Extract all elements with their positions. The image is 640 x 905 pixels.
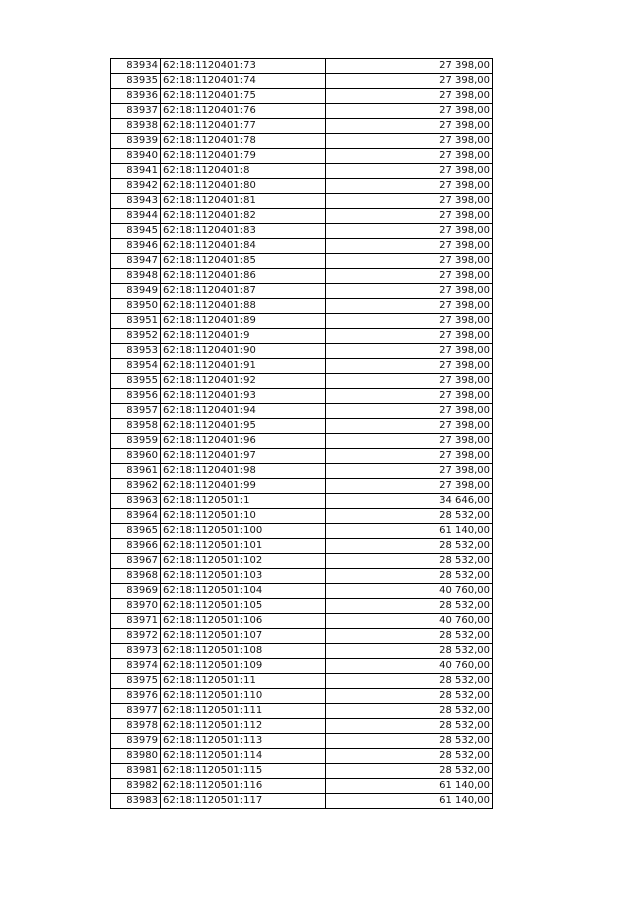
table-row (111, 164, 493, 179)
row-id-cell: 83956 (111, 389, 161, 404)
row-id-cell: 83971 (111, 614, 161, 629)
value-cell: 27 398,00 (326, 254, 493, 269)
table-row (111, 584, 493, 599)
row-id-cell: 83962 (111, 479, 161, 494)
cadastral-number-cell: 62:18:1120501:108 (161, 644, 326, 659)
table-row (111, 704, 493, 719)
cadastral-number-cell: 62:18:1120401:82 (161, 209, 326, 224)
row-id-cell: 83970 (111, 599, 161, 614)
row-id-cell: 83935 (111, 74, 161, 89)
value-cell: 27 398,00 (326, 329, 493, 344)
cadastral-number-cell: 62:18:1120401:89 (161, 314, 326, 329)
value-cell: 61 140,00 (326, 524, 493, 539)
cadastral-number-cell: 62:18:1120501:116 (161, 779, 326, 794)
row-id-cell: 83940 (111, 149, 161, 164)
table-row (111, 689, 493, 704)
table-row (111, 329, 493, 344)
row-id-cell: 83958 (111, 419, 161, 434)
value-cell: 28 532,00 (326, 749, 493, 764)
cadastral-number-cell: 62:18:1120401:93 (161, 389, 326, 404)
row-id-cell: 83965 (111, 524, 161, 539)
value-cell: 40 760,00 (326, 584, 493, 599)
value-cell: 28 532,00 (326, 644, 493, 659)
value-cell: 27 398,00 (326, 89, 493, 104)
cadastral-number-cell: 62:18:1120501:110 (161, 689, 326, 704)
value-cell: 40 760,00 (326, 614, 493, 629)
row-id-cell: 83941 (111, 164, 161, 179)
row-id-cell: 83939 (111, 134, 161, 149)
value-cell: 27 398,00 (326, 344, 493, 359)
value-cell: 28 532,00 (326, 689, 493, 704)
value-cell: 27 398,00 (326, 104, 493, 119)
row-id-cell: 83946 (111, 239, 161, 254)
table-row (111, 719, 493, 734)
row-id-cell: 83963 (111, 494, 161, 509)
cadastral-number-cell: 62:18:1120501:112 (161, 719, 326, 734)
cadastral-number-cell: 62:18:1120501:111 (161, 704, 326, 719)
row-id-cell: 83948 (111, 269, 161, 284)
row-id-cell: 83959 (111, 434, 161, 449)
row-id-cell: 83943 (111, 194, 161, 209)
table-row (111, 434, 493, 449)
table-row (111, 374, 493, 389)
table-row (111, 389, 493, 404)
cadastral-number-cell: 62:18:1120501:106 (161, 614, 326, 629)
value-cell: 61 140,00 (326, 779, 493, 794)
cadastral-number-cell: 62:18:1120501:117 (161, 794, 326, 809)
cadastral-number-cell: 62:18:1120401:73 (161, 59, 326, 74)
row-id-cell: 83983 (111, 794, 161, 809)
value-cell: 28 532,00 (326, 554, 493, 569)
cadastral-number-cell: 62:18:1120401:81 (161, 194, 326, 209)
cadastral-number-cell: 62:18:1120501:11 (161, 674, 326, 689)
value-cell: 27 398,00 (326, 74, 493, 89)
row-id-cell: 83982 (111, 779, 161, 794)
cadastral-number-cell: 62:18:1120401:96 (161, 434, 326, 449)
value-cell: 27 398,00 (326, 149, 493, 164)
row-id-cell: 83953 (111, 344, 161, 359)
table-row (111, 644, 493, 659)
cadastral-number-cell: 62:18:1120401:74 (161, 74, 326, 89)
row-id-cell: 83964 (111, 509, 161, 524)
cadastral-number-cell: 62:18:1120401:78 (161, 134, 326, 149)
row-id-cell: 83967 (111, 554, 161, 569)
value-cell: 27 398,00 (326, 224, 493, 239)
row-id-cell: 83975 (111, 674, 161, 689)
row-id-cell: 83944 (111, 209, 161, 224)
value-cell: 27 398,00 (326, 194, 493, 209)
table-row (111, 794, 493, 809)
cadastral-number-cell: 62:18:1120501:114 (161, 749, 326, 764)
cadastral-number-cell: 62:18:1120401:8 (161, 164, 326, 179)
row-id-cell: 83949 (111, 284, 161, 299)
cadastral-number-cell: 62:18:1120401:87 (161, 284, 326, 299)
table-row (111, 239, 493, 254)
cadastral-number-cell: 62:18:1120501:105 (161, 599, 326, 614)
value-cell: 27 398,00 (326, 464, 493, 479)
value-cell: 28 532,00 (326, 629, 493, 644)
row-id-cell: 83976 (111, 689, 161, 704)
cadastral-number-cell: 62:18:1120401:84 (161, 239, 326, 254)
table-row (111, 209, 493, 224)
cadastral-number-cell: 62:18:1120501:109 (161, 659, 326, 674)
value-cell: 28 532,00 (326, 569, 493, 584)
table-row (111, 194, 493, 209)
value-cell: 27 398,00 (326, 164, 493, 179)
cadastral-number-cell: 62:18:1120501:100 (161, 524, 326, 539)
table-body (111, 59, 493, 809)
table-row (111, 599, 493, 614)
cadastral-number-cell: 62:18:1120401:79 (161, 149, 326, 164)
table-row (111, 134, 493, 149)
value-cell: 27 398,00 (326, 374, 493, 389)
value-cell: 27 398,00 (326, 299, 493, 314)
cadastral-number-cell: 62:18:1120501:101 (161, 539, 326, 554)
cadastral-number-cell: 62:18:1120501:103 (161, 569, 326, 584)
cadastral-number-cell: 62:18:1120401:99 (161, 479, 326, 494)
table-row (111, 764, 493, 779)
row-id-cell: 83960 (111, 449, 161, 464)
table-row (111, 449, 493, 464)
row-id-cell: 83938 (111, 119, 161, 134)
table-row (111, 614, 493, 629)
row-id-cell: 83952 (111, 329, 161, 344)
table-row (111, 659, 493, 674)
value-cell: 28 532,00 (326, 704, 493, 719)
table-row (111, 464, 493, 479)
cadastral-number-cell: 62:18:1120401:83 (161, 224, 326, 239)
value-cell: 27 398,00 (326, 134, 493, 149)
table-row (111, 569, 493, 584)
value-cell: 28 532,00 (326, 599, 493, 614)
cadastral-value-table (110, 58, 493, 809)
cadastral-number-cell: 62:18:1120401:91 (161, 359, 326, 374)
table-row (111, 269, 493, 284)
table-row (111, 104, 493, 119)
value-cell: 28 532,00 (326, 764, 493, 779)
cadastral-number-cell: 62:18:1120501:113 (161, 734, 326, 749)
value-cell: 40 760,00 (326, 659, 493, 674)
row-id-cell: 83950 (111, 299, 161, 314)
cadastral-number-cell: 62:18:1120401:9 (161, 329, 326, 344)
cadastral-number-cell: 62:18:1120401:75 (161, 89, 326, 104)
table-row (111, 674, 493, 689)
row-id-cell: 83947 (111, 254, 161, 269)
table-row (111, 749, 493, 764)
cadastral-number-cell: 62:18:1120401:86 (161, 269, 326, 284)
cadastral-number-cell: 62:18:1120501:102 (161, 554, 326, 569)
value-cell: 27 398,00 (326, 389, 493, 404)
table-row (111, 539, 493, 554)
value-cell: 27 398,00 (326, 434, 493, 449)
value-cell: 27 398,00 (326, 239, 493, 254)
row-id-cell: 83955 (111, 374, 161, 389)
value-cell: 27 398,00 (326, 479, 493, 494)
value-cell: 27 398,00 (326, 269, 493, 284)
table-row (111, 359, 493, 374)
row-id-cell: 83969 (111, 584, 161, 599)
table-row (111, 419, 493, 434)
cadastral-number-cell: 62:18:1120501:104 (161, 584, 326, 599)
table-row (111, 119, 493, 134)
value-cell: 28 532,00 (326, 539, 493, 554)
table-row (111, 299, 493, 314)
row-id-cell: 83977 (111, 704, 161, 719)
row-id-cell: 83979 (111, 734, 161, 749)
table-row (111, 74, 493, 89)
cadastral-number-cell: 62:18:1120401:88 (161, 299, 326, 314)
row-id-cell: 83978 (111, 719, 161, 734)
value-cell: 28 532,00 (326, 674, 493, 689)
table-row (111, 284, 493, 299)
cadastral-number-cell: 62:18:1120401:90 (161, 344, 326, 359)
table-row (111, 524, 493, 539)
value-cell: 28 532,00 (326, 719, 493, 734)
row-id-cell: 83972 (111, 629, 161, 644)
table-row (111, 479, 493, 494)
row-id-cell: 83973 (111, 644, 161, 659)
value-cell: 27 398,00 (326, 404, 493, 419)
table-row (111, 629, 493, 644)
row-id-cell: 83980 (111, 749, 161, 764)
table-row (111, 224, 493, 239)
value-cell: 27 398,00 (326, 359, 493, 374)
value-cell: 27 398,00 (326, 179, 493, 194)
value-cell: 27 398,00 (326, 284, 493, 299)
row-id-cell: 83936 (111, 89, 161, 104)
row-id-cell: 83961 (111, 464, 161, 479)
value-cell: 27 398,00 (326, 119, 493, 134)
cadastral-number-cell: 62:18:1120401:97 (161, 449, 326, 464)
row-id-cell: 83954 (111, 359, 161, 374)
value-cell: 27 398,00 (326, 59, 493, 74)
table-row (111, 734, 493, 749)
table-row (111, 149, 493, 164)
table-row (111, 59, 493, 74)
cadastral-number-cell: 62:18:1120501:115 (161, 764, 326, 779)
table-row (111, 509, 493, 524)
cadastral-number-cell: 62:18:1120401:80 (161, 179, 326, 194)
cadastral-number-cell: 62:18:1120401:77 (161, 119, 326, 134)
cadastral-number-cell: 62:18:1120401:85 (161, 254, 326, 269)
cadastral-number-cell: 62:18:1120501:1 (161, 494, 326, 509)
table-row (111, 404, 493, 419)
cadastral-number-cell: 62:18:1120401:92 (161, 374, 326, 389)
row-id-cell: 83937 (111, 104, 161, 119)
cadastral-number-cell: 62:18:1120501:10 (161, 509, 326, 524)
table-row (111, 254, 493, 269)
table-row (111, 344, 493, 359)
row-id-cell: 83981 (111, 764, 161, 779)
cadastral-number-cell: 62:18:1120401:95 (161, 419, 326, 434)
row-id-cell: 83951 (111, 314, 161, 329)
row-id-cell: 83974 (111, 659, 161, 674)
value-cell: 28 532,00 (326, 509, 493, 524)
cadastral-number-cell: 62:18:1120401:76 (161, 104, 326, 119)
value-cell: 28 532,00 (326, 734, 493, 749)
row-id-cell: 83945 (111, 224, 161, 239)
value-cell: 27 398,00 (326, 209, 493, 224)
table-row (111, 779, 493, 794)
table-row (111, 89, 493, 104)
cadastral-number-cell: 62:18:1120501:107 (161, 629, 326, 644)
table-row (111, 494, 493, 509)
row-id-cell: 83957 (111, 404, 161, 419)
value-cell: 61 140,00 (326, 794, 493, 809)
row-id-cell: 83942 (111, 179, 161, 194)
table-row (111, 179, 493, 194)
value-cell: 27 398,00 (326, 419, 493, 434)
cadastral-number-cell: 62:18:1120401:94 (161, 404, 326, 419)
row-id-cell: 83968 (111, 569, 161, 584)
row-id-cell: 83934 (111, 59, 161, 74)
value-cell: 34 646,00 (326, 494, 493, 509)
table-row (111, 554, 493, 569)
cadastral-number-cell: 62:18:1120401:98 (161, 464, 326, 479)
row-id-cell: 83966 (111, 539, 161, 554)
value-cell: 27 398,00 (326, 449, 493, 464)
table-row (111, 314, 493, 329)
value-cell: 27 398,00 (326, 314, 493, 329)
